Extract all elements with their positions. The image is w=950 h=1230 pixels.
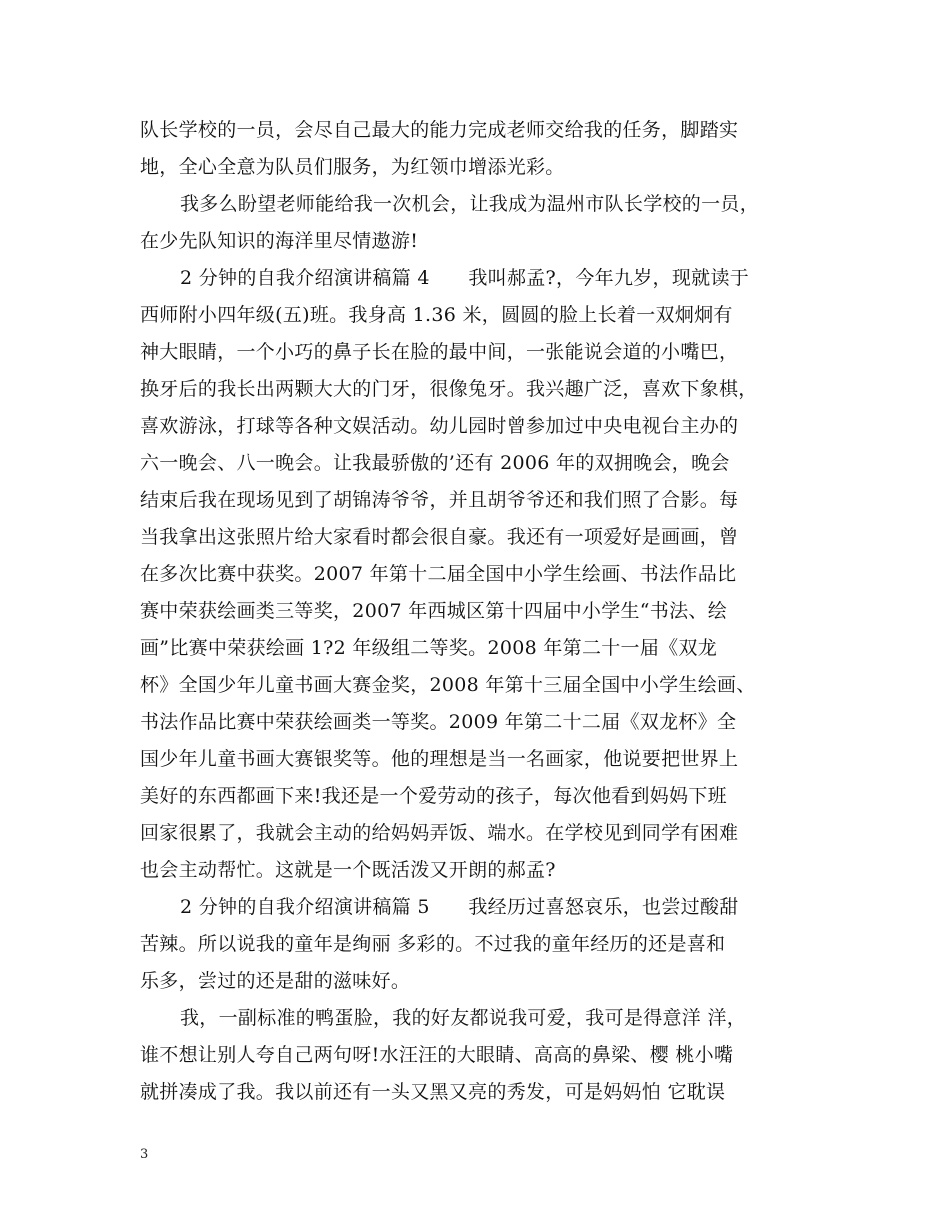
text-line: 画”比赛中荣获绘画 1?2 年级组二等奖。2008 年第二十一届《双龙 [140, 637, 718, 659]
text-line: 苦辣。所以说我的童年是绚丽 多彩的。不过我的童年经历的还是喜和 [140, 933, 726, 955]
text-line: 也会主动帮忙。这就是一个既活泼又开朗的郝孟? [140, 859, 556, 881]
paragraph-start-line: 我，一副标准的鸭蛋脸，我的好友都说我可爱，我可是得意洋 洋， [180, 1007, 747, 1029]
text-line: 神大眼睛，一个小巧的鼻子长在脸的最中间，一张能说会道的小嘴巴， [140, 341, 739, 363]
page-number: 3 [140, 1147, 149, 1162]
paragraph-start-line: 我多么盼望老师能给我一次机会，让我成为温州市队长学校的一员， [180, 193, 760, 215]
text-line: 队长学校的一员，会尽自己最大的能力完成老师交给我的任务，脚踏实 [140, 119, 739, 141]
text-line: 在少先队知识的海洋里尽情遨游! [140, 230, 419, 252]
text-line: 当我拿出这张照片给大家看时都会很自豪。我还有一项爱好是画画，曾 [140, 526, 739, 548]
text-line: 结束后我在现场见到了胡锦涛爷爷，并且胡爷爷还和我们照了合影。每 [140, 489, 739, 511]
text-line: 西师附小四年级(五)班。我身高 1.36 米，圆圆的脸上长着一双炯炯有 [140, 304, 733, 326]
text-line: 六一晚会、八一晚会。让我最骄傲的’还有 2006 年的双拥晚会，晚会 [140, 452, 730, 474]
text-line: 乐多，尝过的还是甜的滋味好。 [140, 970, 411, 992]
text-line: 地，全心全意为队员们服务，为红领巾增添光彩。 [140, 156, 565, 178]
text-line: 杯》全国少年儿童书画大赛金奖，2008 年第十三届全国中小学生绘画、 [140, 674, 756, 696]
text-line: 回家很累了，我就会主动的给妈妈弄饭、端水。在学校见到同学有困难 [140, 822, 739, 844]
text-line: 在多次比赛中获奖。2007 年第十二届全国中小学生绘画、书法作品比 [140, 563, 737, 585]
text-line: 就拼凑成了我。我以前还有一头又黑又亮的秀发，可是妈妈怕 它耽误 [140, 1081, 726, 1103]
text-line: 书法作品比赛中荣获绘画类一等奖。2009 年第二十二届《双龙杯》全 [140, 711, 737, 733]
text-line: 美好的东西都画下来!我还是一个爱劳动的孩子，每次他看到妈妈下班 [140, 785, 727, 807]
text-line: 换牙后的我长出两颗大大的门牙，很像兔牙。我兴趣广泛，喜欢下象棋， [140, 378, 758, 400]
text-line: 喜欢游泳，打球等各种文娱活动。幼儿园时曾参加过中央电视台主办的 [140, 415, 739, 437]
section-heading-line: 2 分钟的自我介绍演讲稿篇 5 我经历过喜怒哀乐，也尝过酸甜 [180, 896, 739, 918]
body-text [140, 112, 830, 1111]
text-line: 国少年儿童书画大赛银奖等。他的理想是当一名画家，他说要把世界上 [140, 748, 739, 770]
text-line: 谁不想让别人夸自己两句呀!水汪汪的大眼睛、高高的鼻梁、樱 桃小嘴 [140, 1044, 734, 1066]
section-heading-line: 2 分钟的自我介绍演讲稿篇 4 我叫郝孟?，今年九岁，现就读于 [180, 267, 750, 289]
text-line: 赛中荣获绘画类三等奖，2007 年西城区第十四届中小学生“书法、绘 [140, 600, 728, 622]
